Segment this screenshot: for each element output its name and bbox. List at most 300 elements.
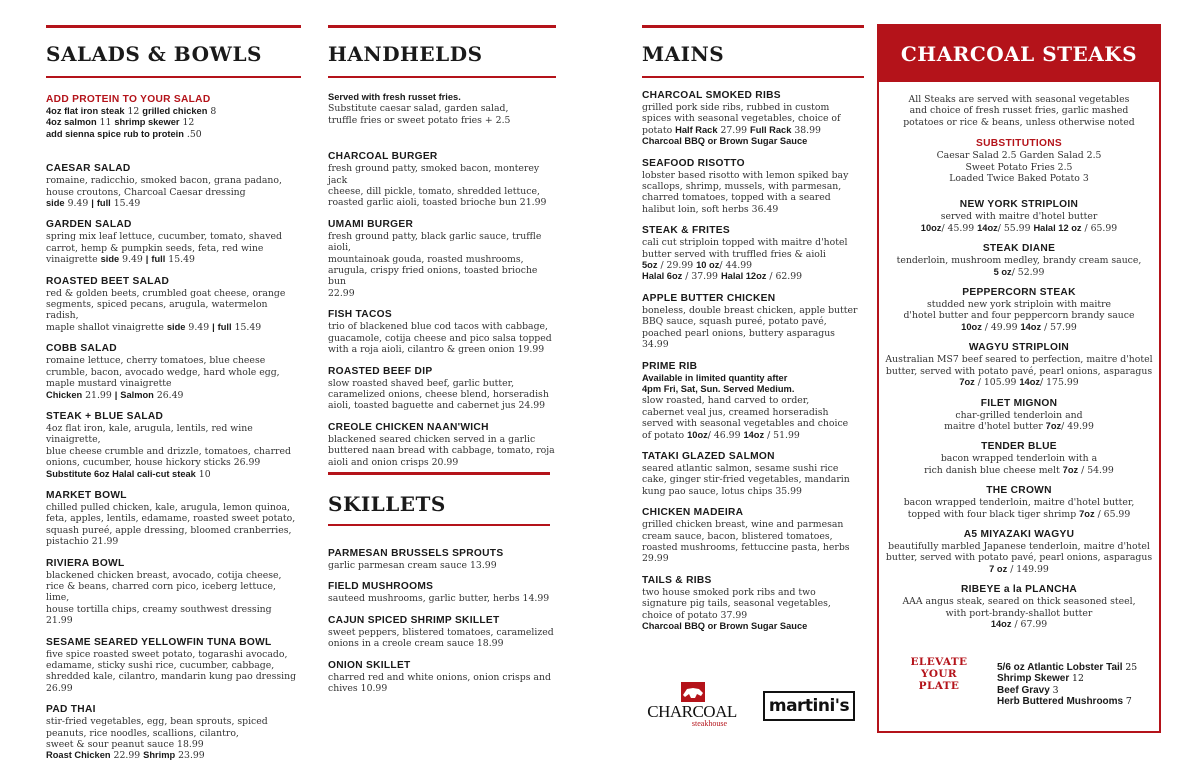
desc-bold-text: full bbox=[217, 321, 232, 332]
desc-line bbox=[642, 598, 864, 609]
desc-text: / 65.99 bbox=[1094, 508, 1131, 520]
skillet-items bbox=[328, 547, 556, 703]
addons-list bbox=[997, 662, 1157, 708]
menu-item-description bbox=[46, 175, 301, 209]
desc-text: scallops, shrimp, mussels, with parmesan, bbox=[642, 181, 842, 193]
desc-line bbox=[46, 728, 301, 739]
desc-text: five spice roasted sweet potato, togarashi avocado, bbox=[46, 648, 288, 660]
desc-line bbox=[46, 129, 301, 140]
menu-item bbox=[328, 421, 556, 468]
menu-item-description bbox=[642, 170, 864, 216]
desc-line bbox=[328, 378, 556, 389]
desc-line bbox=[642, 621, 864, 632]
desc-line bbox=[879, 619, 1159, 630]
menu-item-name: PRIME RIB bbox=[642, 360, 698, 372]
desc-line bbox=[46, 106, 301, 117]
addon-price: 7 bbox=[1125, 696, 1132, 708]
desc-text: onions, cucumber, house hickory sticks 26.99 bbox=[46, 457, 261, 469]
desc-line bbox=[46, 536, 301, 547]
menu-item-name: CAJUN SPICED SHRIMP SKILLET bbox=[328, 614, 500, 626]
title-rule bbox=[642, 76, 864, 78]
menu-item-name: RIBEYE a la PLANCHA bbox=[960, 584, 1078, 596]
desc-text: arugula, crispy fried onions, toasted brioche bun bbox=[328, 265, 538, 288]
menu-item bbox=[879, 484, 1159, 520]
desc-text: bacon wrapped tenderloin, maitre d'hotel butter, bbox=[903, 497, 1135, 509]
desc-text: / 44.99 bbox=[719, 260, 753, 272]
menu-item bbox=[642, 574, 864, 633]
desc-line bbox=[46, 299, 301, 322]
elevate-line: ELEVATE bbox=[910, 656, 968, 668]
addon-name: Beef Gravy bbox=[997, 684, 1050, 696]
menu-item-name: TAILS & RIBS bbox=[642, 574, 712, 586]
desc-line bbox=[46, 502, 301, 513]
menu-item-description bbox=[328, 627, 556, 650]
menu-item bbox=[879, 286, 1159, 333]
desc-line bbox=[46, 187, 301, 198]
desc-bold-text: 10oz bbox=[687, 429, 708, 440]
elevate-your-plate bbox=[901, 656, 977, 692]
desc-line bbox=[46, 671, 301, 682]
salad-items bbox=[46, 162, 301, 762]
charcoal-steaks-panel bbox=[877, 24, 1161, 733]
menu-item-name: GARDEN SALAD bbox=[46, 219, 132, 231]
desc-line bbox=[642, 531, 864, 542]
menu-item-description bbox=[46, 502, 301, 548]
menu-item-name: UMAMI BURGER bbox=[328, 218, 414, 230]
menu-item-name: TENDER BLUE bbox=[981, 441, 1057, 453]
menu-item bbox=[328, 580, 556, 604]
desc-text: 29.99 bbox=[642, 553, 669, 565]
menu-item-name: ONION SKILLET bbox=[328, 659, 411, 671]
desc-text: caramelized onions, cheese blend, horseradish bbox=[328, 388, 549, 400]
desc-bold-text: grilled chicken bbox=[142, 106, 208, 116]
desc-text: of potato bbox=[642, 429, 688, 441]
desc-text: 34.99 bbox=[642, 339, 669, 351]
addon-item bbox=[997, 673, 1157, 684]
addon-price: 25 bbox=[1125, 662, 1138, 673]
desc-line bbox=[46, 469, 301, 480]
salads-column bbox=[46, 0, 301, 771]
desc-text: d'hotel butter and four peppercorn brandy sauce bbox=[903, 310, 1135, 322]
desc-text: garlic parmesan cream sauce 13.99 bbox=[328, 560, 497, 571]
desc-text: 21.99 bbox=[82, 389, 115, 401]
desc-text: 15.49 bbox=[165, 254, 195, 266]
desc-bold-text: Served with fresh russet fries. bbox=[328, 92, 461, 102]
desc-text: 22.99 bbox=[110, 750, 144, 762]
desc-line bbox=[46, 660, 301, 671]
desc-line bbox=[46, 649, 301, 660]
desc-bold-text: 7oz bbox=[1062, 464, 1079, 475]
desc-line bbox=[879, 377, 1159, 388]
desc-text: shredded kale, cilantro, mandarin kung pao dressing bbox=[46, 671, 297, 683]
desc-line bbox=[879, 366, 1159, 377]
desc-line bbox=[642, 260, 864, 271]
desc-text: blackened seared chicken served in a garlic bbox=[328, 433, 536, 445]
menu-item-description bbox=[642, 463, 864, 497]
desc-text: / 62.99 bbox=[766, 271, 803, 283]
desc-text: 26.49 bbox=[153, 389, 184, 401]
desc-bold-text: full bbox=[151, 254, 166, 265]
desc-text: Substitute caesar salad, garden salad, bbox=[328, 103, 509, 115]
desc-line bbox=[328, 400, 556, 411]
desc-text: cheese, dill pickle, tomato, shredded lettuce, bbox=[328, 186, 540, 198]
menu-item-name: STEAK DIANE bbox=[982, 243, 1056, 255]
desc-text: boneless, double breast chicken, apple butter bbox=[642, 304, 858, 316]
desc-line bbox=[328, 254, 556, 265]
desc-text: guacamole, cotija cheese and pico salsa topped bbox=[328, 332, 552, 344]
add-protein-block bbox=[46, 93, 301, 140]
menu-item bbox=[879, 198, 1159, 234]
desc-bold-text: add sienna spice rub to protein bbox=[46, 128, 184, 139]
menu-item bbox=[46, 162, 301, 209]
desc-line bbox=[879, 255, 1159, 266]
desc-text: grilled chicken breast, wine and parmesan bbox=[642, 519, 844, 531]
desc-line bbox=[642, 373, 864, 384]
desc-line bbox=[328, 389, 556, 400]
martinis-logo: martini's bbox=[763, 691, 855, 721]
desc-text: / 49.99 bbox=[1061, 420, 1094, 432]
menu-item-description bbox=[642, 305, 864, 351]
desc-bold-text: 14oz bbox=[990, 618, 1012, 629]
desc-bold-text: | bbox=[212, 321, 215, 332]
desc-line bbox=[46, 683, 301, 694]
desc-text: romaine lettuce, cherry tomatoes, blue cheese bbox=[46, 355, 266, 367]
desc-text: pistachio 21.99 bbox=[46, 536, 119, 548]
menu-item-description bbox=[879, 497, 1159, 520]
desc-text: edamame, sticky sushi rice, cucumber, cabbage, bbox=[46, 660, 275, 671]
desc-line bbox=[642, 395, 864, 406]
desc-line bbox=[328, 672, 556, 683]
menu-item-description bbox=[328, 672, 556, 695]
desc-text: butter served with truffled fries & aioli bbox=[642, 248, 826, 260]
desc-bold-text: 4oz flat iron steak bbox=[46, 106, 125, 116]
desc-line bbox=[642, 486, 864, 497]
desc-bold-text: Charcoal BBQ or Brown Sugar Sauce bbox=[642, 136, 808, 147]
menu-item-name: APPLE BUTTER CHICKEN bbox=[642, 292, 776, 304]
menu-item-name: STEAK + BLUE SALAD bbox=[46, 410, 164, 422]
desc-line bbox=[879, 564, 1159, 575]
desc-line bbox=[46, 446, 301, 457]
text-line: All Steaks are served with seasonal vegetables bbox=[908, 94, 1130, 105]
charcoal-steakhouse-logo bbox=[641, 680, 743, 730]
desc-bold-text: 10 oz bbox=[696, 260, 720, 271]
desc-line bbox=[328, 231, 556, 254]
desc-text: tenderloin, mushroom medley, brandy cream sauce, bbox=[896, 255, 1142, 267]
desc-text: slow roasted, hand carved to order, bbox=[642, 395, 810, 407]
desc-text: topped with four black tiger shrimp bbox=[907, 508, 1080, 520]
desc-text: cali cut striploin topped with maitre d'hotel bbox=[642, 237, 848, 249]
desc-text: sauteed mushrooms, garlic butter, herbs 14.99 bbox=[328, 593, 550, 605]
desc-line bbox=[46, 198, 301, 209]
menu-item-description bbox=[879, 354, 1159, 388]
desc-text: romaine, radicchio, smoked bacon, grana padano, bbox=[46, 175, 282, 187]
addon-item bbox=[997, 685, 1157, 696]
menu-item bbox=[46, 636, 301, 695]
menu-item bbox=[46, 342, 301, 401]
desc-line bbox=[642, 136, 864, 147]
desc-bold-text: | bbox=[91, 198, 94, 209]
section-title-salads: SALADS & BOWLS bbox=[46, 42, 262, 66]
desc-line bbox=[879, 497, 1159, 508]
desc-line bbox=[328, 445, 556, 456]
desc-text: / 57.99 bbox=[1041, 321, 1077, 333]
desc-text: butter, served with potato pavé, pearl onions, asparagus bbox=[885, 552, 1153, 564]
desc-line bbox=[642, 271, 864, 282]
desc-text: buttered naan bread with cabbage, tomato, roja bbox=[328, 445, 555, 457]
menu-item bbox=[328, 150, 556, 209]
menu-item bbox=[879, 528, 1159, 575]
menu-item-description bbox=[328, 434, 556, 468]
desc-text: cream sauce, bacon, blistered tomatoes, bbox=[642, 530, 833, 542]
desc-line bbox=[642, 418, 864, 429]
menu-item-name: THE CROWN bbox=[986, 485, 1052, 497]
desc-line bbox=[46, 423, 301, 446]
desc-bold-text: 4pm Fri, Sat, Sun. Served Medium. bbox=[642, 383, 795, 394]
addon-name: Shrimp Skewer bbox=[997, 673, 1070, 685]
desc-text: truffle fries or sweet potato fries + 2.5 bbox=[328, 114, 511, 126]
menu-item-name: PAD THAI bbox=[46, 704, 96, 716]
desc-line bbox=[642, 553, 864, 564]
menu-item-name: FIELD MUSHROOMS bbox=[328, 581, 434, 593]
addon-item bbox=[997, 696, 1157, 707]
desc-text: 4oz flat iron, kale, arugula, lentils, red wine vinaigrette, bbox=[46, 422, 253, 446]
menu-item bbox=[642, 360, 864, 441]
desc-line bbox=[879, 211, 1159, 222]
desc-bold-text: Available in limited quantity after bbox=[642, 372, 788, 383]
menu-item-name: CHARCOAL SMOKED RIBS bbox=[642, 90, 781, 101]
desc-bold-text: 14oz bbox=[743, 429, 765, 440]
menu-item bbox=[328, 614, 556, 650]
desc-text: butter, served with potato pavé, pearl onions, asparagus bbox=[885, 365, 1153, 377]
desc-line bbox=[879, 410, 1159, 421]
section-title-steaks: CHARCOAL STEAKS bbox=[879, 26, 1159, 82]
desc-text: / 175.99 bbox=[1040, 377, 1079, 389]
desc-text: 23.99 bbox=[175, 750, 205, 762]
desc-line bbox=[642, 204, 864, 215]
menu-item-name: PARMESAN BRUSSELS SPROUTS bbox=[328, 548, 504, 559]
desc-text: stir-fried vegetables, egg, bean sprouts, spiced bbox=[46, 716, 268, 728]
desc-line bbox=[879, 552, 1159, 563]
desc-line bbox=[328, 333, 556, 344]
desc-bold-text: 7oz bbox=[959, 377, 975, 388]
desc-line bbox=[46, 570, 301, 581]
desc-line bbox=[46, 716, 301, 727]
desc-line bbox=[642, 328, 864, 339]
desc-text: spices with seasonal vegetables, choice of bbox=[642, 113, 841, 125]
desc-text: bacon wrapped tenderloin with a bbox=[940, 453, 1098, 465]
desc-text: served with seasonal vegetables and choice bbox=[642, 418, 849, 430]
menu-item-description bbox=[328, 560, 556, 571]
menu-item bbox=[46, 218, 301, 265]
desc-text: / 67.99 bbox=[1011, 618, 1048, 630]
top-rule bbox=[328, 25, 556, 28]
addon-price: 12 bbox=[1072, 673, 1084, 685]
desc-line bbox=[879, 541, 1159, 552]
desc-bold-text: Halal 12 oz bbox=[1033, 222, 1082, 233]
menu-item-name: TATAKI GLAZED SALMON bbox=[642, 450, 775, 462]
desc-line bbox=[328, 638, 556, 649]
handhelds-intro bbox=[328, 92, 556, 126]
steakhouse-wordmark: steakhouse bbox=[691, 719, 727, 728]
menu-item-description bbox=[328, 231, 556, 299]
section-title-skillets: SKILLETS bbox=[328, 492, 446, 516]
desc-bold-text: 4oz salmon bbox=[46, 117, 97, 128]
desc-line bbox=[879, 465, 1159, 476]
desc-text: chives 10.99 bbox=[328, 683, 388, 695]
desc-text: beautifully marbled Japanese tenderloin, maitre d'hotel bbox=[888, 540, 1150, 552]
desc-line bbox=[46, 117, 301, 128]
elevate-line: PLATE bbox=[918, 680, 960, 692]
desc-text: aioli, toasted baguette and cabernet jus 24.99 bbox=[328, 400, 546, 412]
desc-bold-text: 10oz bbox=[920, 222, 942, 233]
desc-text: two house smoked pork ribs and two bbox=[642, 586, 816, 598]
desc-line bbox=[642, 384, 864, 395]
menu-item-description bbox=[642, 373, 864, 441]
menu-item bbox=[328, 659, 556, 695]
desc-text: carrot, hemp & pumpkin seeds, feta, red wine bbox=[46, 242, 264, 254]
desc-line bbox=[46, 604, 301, 627]
desc-text: sweet peppers, blistered tomatoes, caramelized bbox=[328, 626, 554, 638]
desc-text: blue cheese crumble and drizzle, tomatoes, charred bbox=[46, 445, 291, 457]
desc-text: onions in a creole cream sauce 18.99 bbox=[328, 638, 504, 650]
handhelds-column bbox=[328, 0, 556, 695]
desc-bold-text: 14oz bbox=[977, 222, 998, 233]
desc-line bbox=[328, 92, 556, 103]
desc-text: 38.99 bbox=[791, 124, 821, 136]
menu-item bbox=[879, 341, 1159, 388]
menu-item-description bbox=[879, 453, 1159, 476]
menu-item-description bbox=[328, 593, 556, 604]
top-rule bbox=[46, 25, 301, 28]
menu-item-name: FISH TACOS bbox=[328, 309, 392, 321]
menu-item-name: ROASTED BEET SALAD bbox=[46, 275, 170, 287]
desc-line bbox=[879, 322, 1159, 333]
desc-text: poached pearl onions, buttery asparagus bbox=[642, 327, 835, 339]
skillets-top-rule bbox=[328, 472, 550, 475]
desc-text: blackened chicken breast, avocado, cotija cheese, bbox=[46, 569, 282, 581]
desc-line bbox=[642, 316, 864, 327]
desc-line bbox=[642, 610, 864, 621]
desc-line bbox=[46, 750, 301, 761]
desc-bold-text: Shrimp bbox=[143, 750, 176, 761]
desc-text: 8 bbox=[207, 106, 217, 117]
desc-text: feta, apples, lentils, edamame, roasted sweet potato, bbox=[46, 513, 296, 525]
menu-item-description bbox=[879, 255, 1159, 278]
desc-text: / 29.99 bbox=[657, 260, 697, 272]
menu-item bbox=[879, 583, 1159, 630]
substitutions-heading: SUBSTITUTIONS bbox=[976, 138, 1062, 150]
add-protein-lines bbox=[46, 106, 301, 140]
menu-item bbox=[46, 489, 301, 548]
add-protein-heading: ADD PROTEIN TO YOUR SALAD bbox=[46, 94, 211, 105]
desc-text: served with maitre d'hotel butter bbox=[940, 211, 1098, 223]
menu-item-description bbox=[642, 237, 864, 283]
menu-item-description bbox=[328, 378, 556, 412]
desc-text: 12 bbox=[124, 106, 143, 117]
desc-text: roasted mushrooms, fettuccine pasta, herbs bbox=[642, 541, 850, 553]
menu-item bbox=[642, 292, 864, 351]
desc-text: choice of potato 37.99 bbox=[642, 609, 748, 621]
desc-line bbox=[46, 457, 301, 468]
desc-line bbox=[46, 367, 301, 378]
desc-line bbox=[46, 739, 301, 750]
menu-item-description bbox=[879, 299, 1159, 333]
menu-item bbox=[642, 224, 864, 283]
desc-line bbox=[46, 525, 301, 536]
desc-bold-text: 7 oz bbox=[989, 563, 1008, 574]
menu-item-description bbox=[879, 211, 1159, 234]
section-title-handhelds: HANDHELDS bbox=[328, 42, 483, 66]
menu-item-description bbox=[879, 541, 1159, 575]
desc-bold-text: side bbox=[46, 198, 65, 209]
desc-text: 15.49 bbox=[231, 321, 262, 333]
desc-line bbox=[642, 181, 864, 192]
desc-text: / 51.99 bbox=[764, 429, 800, 441]
desc-text: / 65.99 bbox=[1081, 222, 1118, 234]
desc-text: .50 bbox=[183, 128, 202, 140]
desc-text: with a roja aioli, cilantro & green onion 19.99 bbox=[328, 344, 545, 356]
desc-text: slow roasted shaved beef, garlic butter, bbox=[328, 377, 515, 389]
desc-text: / 45.99 bbox=[941, 222, 978, 234]
desc-line bbox=[642, 519, 864, 530]
menu-item-description bbox=[328, 163, 556, 209]
menu-item bbox=[879, 242, 1159, 278]
menu-item-name: NEW YORK STRIPLOIN bbox=[959, 199, 1079, 211]
substitutions-list bbox=[879, 150, 1159, 184]
desc-text: maitre d'hotel butter bbox=[944, 420, 1046, 432]
desc-text: AAA angus steak, seared on thick seasoned steel, bbox=[902, 596, 1136, 608]
desc-line bbox=[642, 102, 864, 113]
steaks-intro bbox=[879, 94, 1159, 128]
desc-text: studded new york striploin with maitre bbox=[926, 299, 1112, 311]
desc-line bbox=[642, 407, 864, 418]
desc-text: with port-brandy-shallot butter bbox=[945, 607, 1093, 619]
desc-line bbox=[328, 560, 556, 571]
desc-text: squash pureé, apple dressing, bloomed cranberries, bbox=[46, 524, 292, 536]
desc-line bbox=[642, 237, 864, 248]
menu-item-name: RIVIERA BOWL bbox=[46, 557, 125, 569]
menu-item bbox=[328, 308, 556, 355]
desc-line bbox=[46, 243, 301, 254]
desc-bold-text: side bbox=[100, 254, 120, 265]
menu-item-name: SESAME SEARED YELLOWFIN TUNA BOWL bbox=[46, 636, 272, 648]
menu-item-name: ROASTED BEEF DIP bbox=[328, 365, 433, 377]
desc-line bbox=[328, 288, 556, 299]
desc-text: house croutons, Charcoal Caesar dressing bbox=[46, 186, 246, 198]
desc-text: signature pig tails, seasonal vegetables, bbox=[642, 598, 831, 610]
menu-item-description bbox=[46, 570, 301, 627]
desc-text: grilled pork side ribs, rubbed in custom bbox=[642, 102, 830, 113]
desc-text: mountainoak gouda, roasted mushrooms, bbox=[328, 253, 524, 265]
desc-bold-text: Halal 6oz bbox=[642, 271, 683, 282]
desc-line bbox=[328, 593, 556, 604]
text-line: and choice of fresh russet fries, garlic mashed bbox=[909, 105, 1129, 117]
title-rule bbox=[46, 76, 301, 78]
desc-bold-text: Full Rack bbox=[750, 124, 792, 135]
desc-text: cake, ginger stir-fried vegetables, mandarin bbox=[642, 474, 850, 486]
menu-item bbox=[46, 703, 301, 762]
desc-bold-text: shrimp skewer bbox=[114, 117, 180, 128]
desc-line bbox=[879, 299, 1159, 310]
steak-items bbox=[879, 198, 1159, 630]
desc-line bbox=[642, 249, 864, 260]
desc-text: trio of blackened blue cod tacos with cabbage, bbox=[328, 321, 549, 333]
menu-item-description bbox=[642, 587, 864, 633]
menu-item bbox=[642, 89, 864, 148]
desc-line bbox=[642, 587, 864, 598]
menu-item bbox=[46, 410, 301, 480]
menu-item bbox=[642, 157, 864, 216]
